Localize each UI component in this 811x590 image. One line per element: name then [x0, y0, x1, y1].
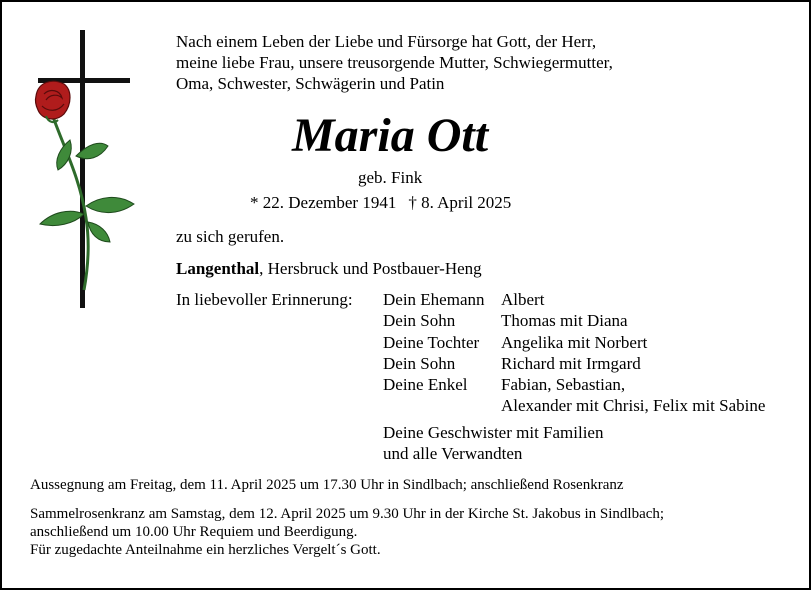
- places-rest: , Hersbruck und Postbauer-Heng: [259, 259, 482, 278]
- relatives-list: [383, 289, 765, 417]
- rosary-line: Sammelrosenkranz am Samstag, dem 12. April 2025 um 9.30 Uhr in der Kirche St. Jakobus in Sindlbach;: [30, 506, 665, 522]
- intro-text: [176, 31, 613, 94]
- relative-names: Fabian, Sebastian,: [501, 375, 626, 395]
- relative-role: Deine Tochter: [383, 332, 480, 352]
- relative-names: Thomas mit Diana: [501, 311, 628, 331]
- relative-names: Angelika mit Norbert: [501, 332, 648, 352]
- relative-role: [383, 395, 501, 416]
- rosary-line: anschließend um 10.00 Uhr Requiem und Beerdigung.: [30, 524, 358, 540]
- cross-with-rose-icon: [30, 28, 150, 310]
- list-item: [383, 332, 765, 353]
- life-dates: [250, 192, 511, 213]
- relative-names: Alexander mit Chrisi, Felix mit Sabine: [501, 396, 766, 416]
- birth-date: * 22. Dezember 1941: [250, 193, 397, 212]
- death-date: † 8. April 2025: [408, 193, 512, 212]
- relative-names: Richard mit Irmgard: [501, 353, 641, 373]
- relative-role: Dein Ehemann: [383, 290, 485, 309]
- maiden-name: geb. Fink: [358, 168, 423, 187]
- thanks-line: Für zugedachte Anteilnahme ein herzliches Vergelt´s Gott.: [30, 542, 381, 558]
- list-item: [383, 289, 765, 310]
- called-home-text: zu sich gerufen.: [176, 227, 285, 246]
- relative-names: Albert: [501, 290, 545, 309]
- intro-line: Nach einem Leben der Liebe und Fürsorge hat Gott, der Herr,: [176, 32, 597, 51]
- rosary-info: [30, 505, 664, 559]
- list-item: [383, 310, 765, 331]
- siblings-line: Deine Geschwister mit Familien: [383, 423, 604, 442]
- intro-line: meine liebe Frau, unsere treusorgende Mutter, Schwiegermutter,: [176, 53, 613, 72]
- relative-role: Dein Sohn: [383, 311, 456, 331]
- relative-role: Deine Enkel: [383, 375, 468, 395]
- relative-role: Dein Sohn: [383, 353, 456, 373]
- siblings-line: und alle Verwandten: [383, 444, 523, 463]
- memory-label: In liebevoller Erinnerung:: [176, 290, 353, 309]
- list-item: [383, 353, 765, 374]
- list-item: [383, 374, 765, 395]
- blessing-info: Aussegnung am Freitag, dem 11. April 2025 um 17.30 Uhr in Sindlbach; anschließend Rosenkranz: [30, 477, 624, 493]
- list-item: [383, 395, 765, 416]
- places-line: [176, 258, 482, 279]
- siblings-text: [383, 422, 603, 464]
- place-main: Langenthal: [176, 259, 260, 278]
- intro-line: Oma, Schwester, Schwägerin und Patin: [176, 74, 445, 93]
- deceased-name: Maria Ott: [292, 109, 489, 162]
